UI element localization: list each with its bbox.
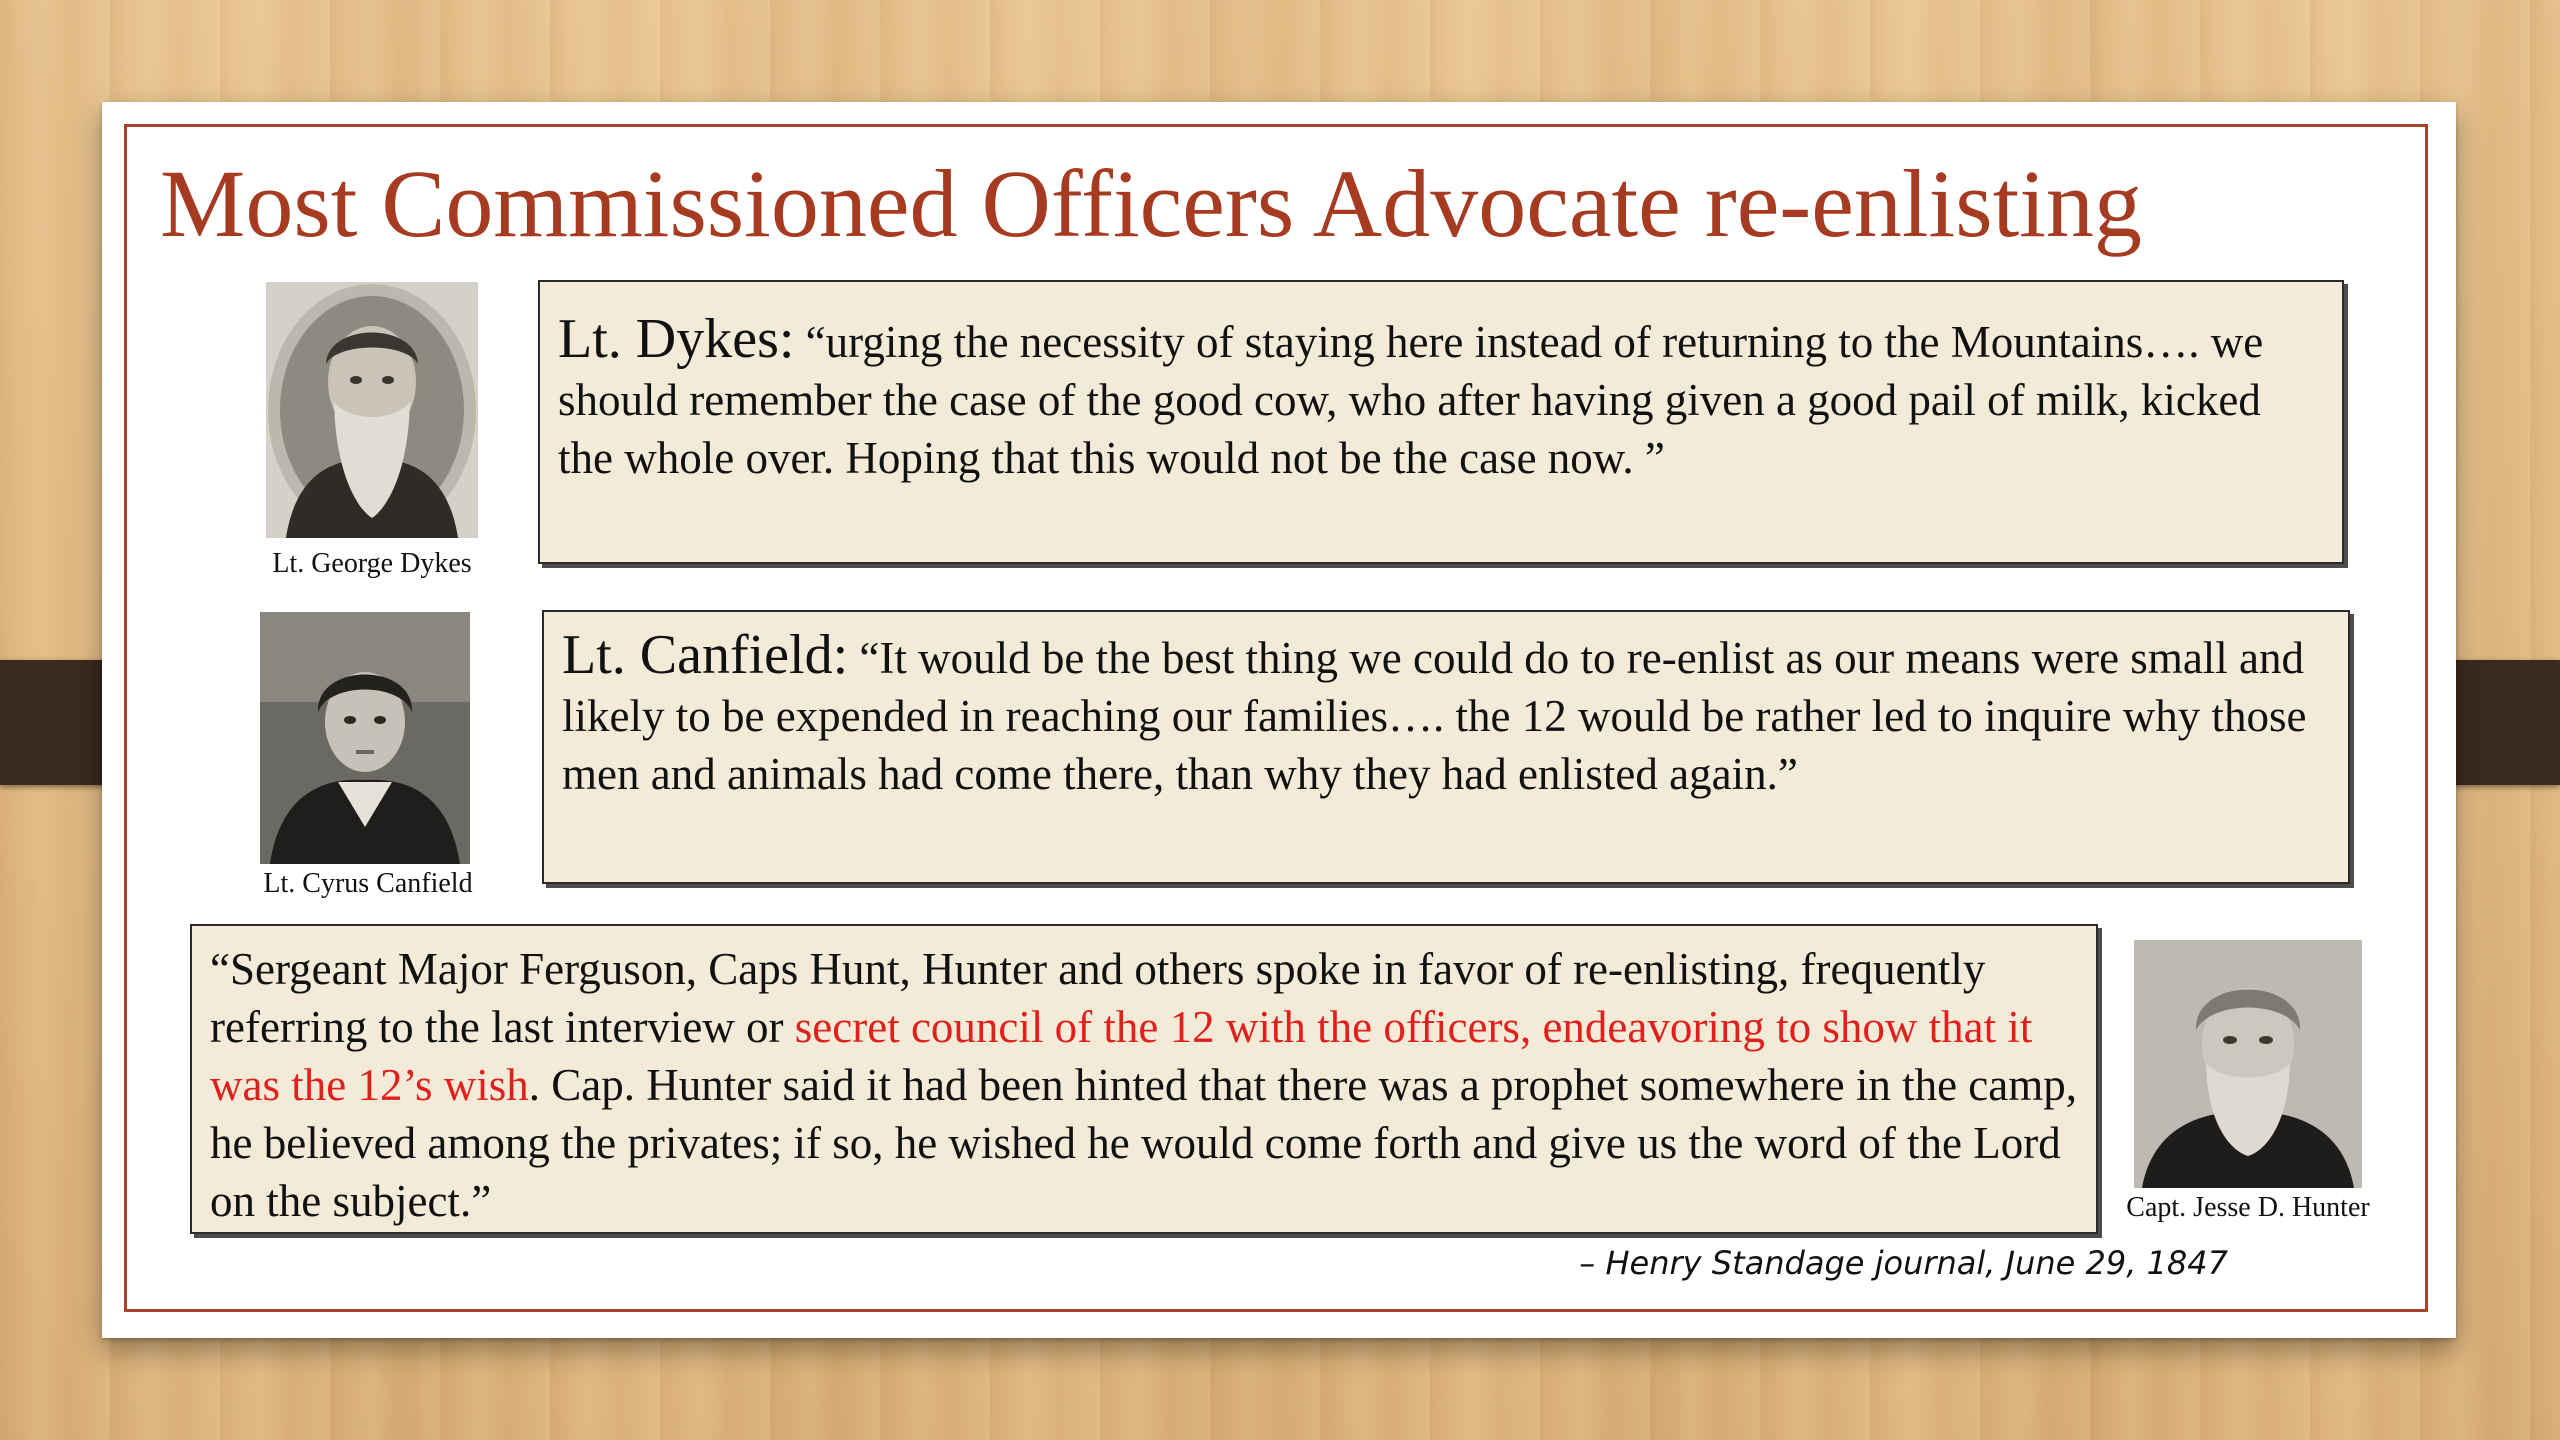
quote-text-ferguson-end: . Cap. Hunter said it had been hinted that there was a prophet somewhere in the camp, he believed among the privates; if so, he wished he would come forth and give us the word of the Lord on the subject.”: [210, 1060, 2078, 1226]
quote-box-dykes: [538, 280, 2344, 564]
slide-title: Most Commissioned Officers Advocate re-enlisting: [160, 150, 2142, 257]
quote-text-canfield: “It would be the best thing we could do to re-enlist as our means were small and likely to be expended in reaching our families…. the 12 would be rather led to inquire why those men and animals had come there, than why they had enlisted again.”: [562, 633, 2307, 799]
caption-jesse-d-hunter: Capt. Jesse D. Hunter: [2126, 1192, 2370, 1223]
quote-text-ferguson-start: “Sergeant Major Ferguson, Caps Hunt, Hunter and others spoke in favor of re-enlisting, frequently referring to the last interview or: [210, 944, 1986, 1052]
quote-speaker-dykes: Lt. Dykes:: [558, 308, 795, 370]
caption-george-dykes: Lt. George Dykes: [272, 548, 472, 579]
slide-card: [102, 102, 2456, 1338]
portrait-cyrus-canfield: [260, 612, 470, 864]
source-attribution: – Henry Standage journal, June 29, 1847: [1579, 1244, 2228, 1282]
portrait-jesse-d-hunter: [2134, 940, 2362, 1188]
portrait-george-dykes: [266, 282, 478, 538]
quote-box-canfield: [542, 610, 2350, 884]
quote-box-ferguson: [190, 924, 2098, 1234]
caption-cyrus-canfield: Lt. Cyrus Canfield: [263, 868, 473, 899]
quote-speaker-canfield: Lt. Canfield:: [562, 624, 849, 686]
quote-text-dykes: “urging the necessity of staying here instead of returning to the Mountains…. we should remember the case of the good cow, who after having given a good pail of milk, kicked the whole over. Hoping that this would not be the case now. ”: [558, 317, 2264, 483]
quote-highlight-ferguson: secret council of the 12 with the officers, endeavoring to show that it was the 12’s wish: [210, 1002, 2033, 1110]
